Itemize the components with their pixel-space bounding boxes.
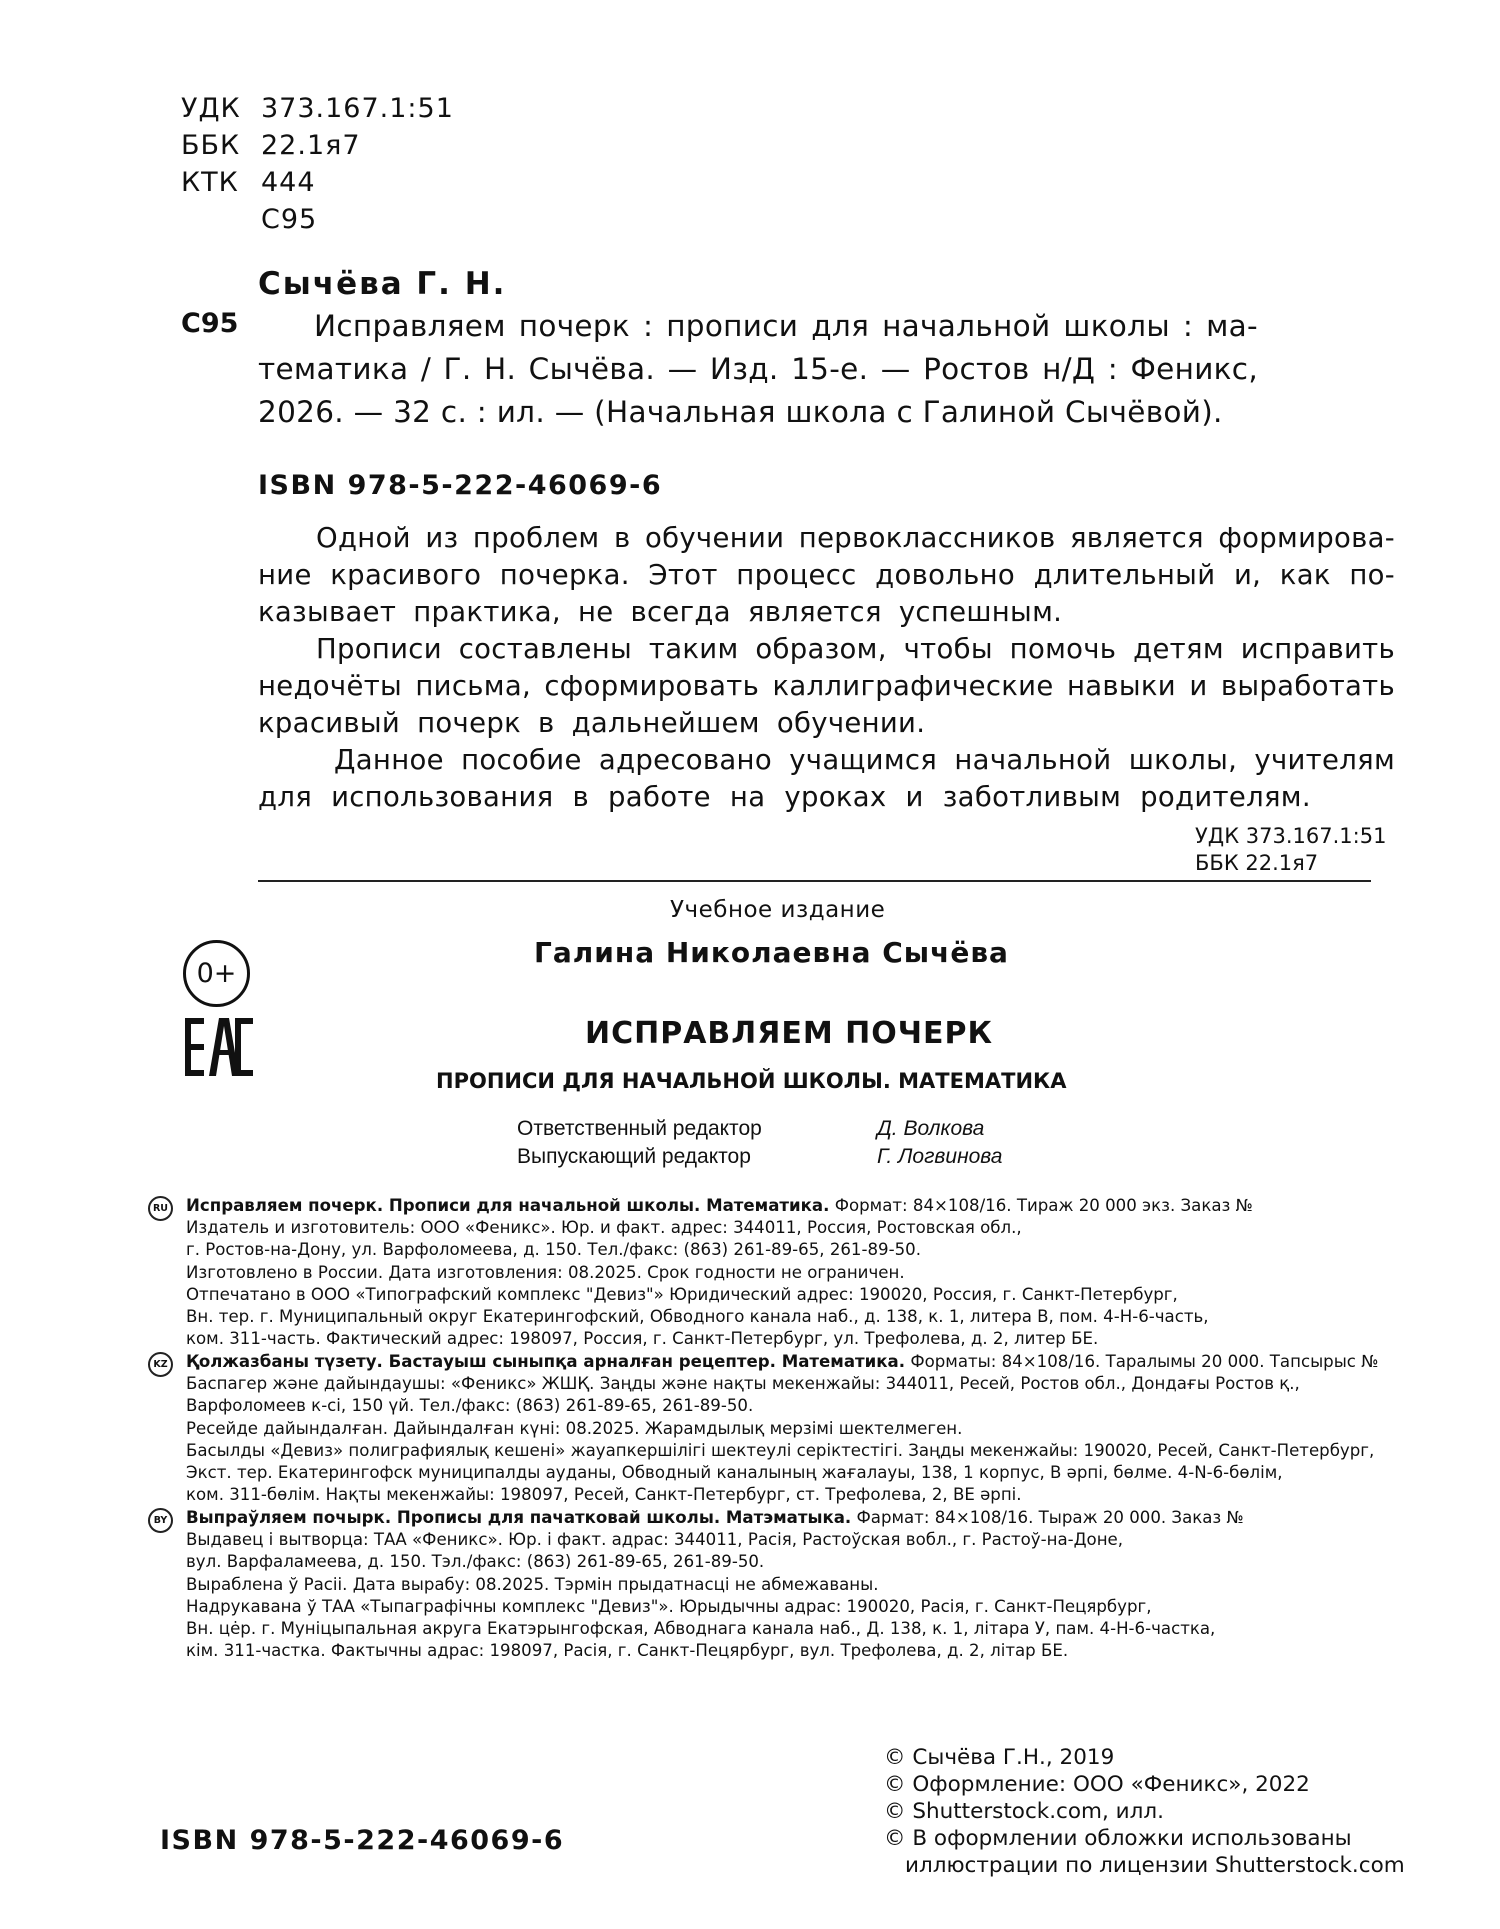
- biblio-line: Исправляем почерк : прописи для начальной школы : ма-: [314, 309, 1258, 343]
- imprint-line: Экст. тер. Екатерингофск муниципалды ауданы, Обводный каналының жағалауы, 138, 1 корпус, В әрпі, бөлме. 4-N-6-бөлім,: [186, 1463, 1283, 1483]
- imprint-kz-head-line: [186, 1351, 1378, 1373]
- biblio-line: тематика / Г. Н. Сычёва. — Изд. 15-е. — Ростов н/Д : Феникс,: [258, 352, 1258, 386]
- imprint-line: ком. 311-часть. Фактический адрес: 198097, Россия, г. Санкт-Петербург, ул. Трефолева, д. 2, литер БЕ.: [186, 1329, 1099, 1349]
- imprint-by-head-line: [186, 1507, 1244, 1529]
- imprint-by-head: Выпраўляем почырк. Прописы для пачатковай школы. Матэматыка.: [186, 1508, 852, 1527]
- imprint-by-head-rest: Фармат: 84×108/16. Тыраж 20 000. Заказ №: [851, 1508, 1244, 1527]
- isbn-bottom: ISBN 978-5-222-46069-6: [160, 1825, 565, 1856]
- kz-language-icon: KZ: [148, 1352, 173, 1377]
- biblio-mark: С95: [181, 308, 239, 339]
- imprint-line: Отпечатано в ООО «Типографский комплекс "Девиз"» Юридический адрес: 190020, Россия, г. Санкт-Петербург,: [186, 1284, 1178, 1304]
- bbk-value: 22.1я7: [261, 130, 361, 161]
- edition-subtitle: ПРОПИСИ ДЛЯ НАЧАЛЬНОЙ ШКОЛЫ. МАТЕМАТИКА: [436, 1069, 1067, 1093]
- copyright-line: © Shutterstock.com, илл.: [884, 1799, 1164, 1824]
- author-mark-row: [181, 201, 454, 238]
- ktk-value: 444: [261, 167, 316, 198]
- author-mark: С95: [261, 204, 318, 235]
- udk-label: УДК: [181, 93, 241, 124]
- editor-role: Ответственный редактор: [517, 1117, 762, 1140]
- imprint-ru-head-line: [186, 1195, 1253, 1217]
- ru-language-icon: RU: [148, 1196, 173, 1221]
- copyright-line: © Оформление: ООО «Феникс», 2022: [884, 1772, 1310, 1797]
- annotation-line: для использования в работе на уроках и заботливым родителям.: [258, 781, 1311, 813]
- annotation-line: Данное пособие адресовано учащимся начальной школы, учителям: [334, 744, 1395, 776]
- annotation-udk: УДК 373.167.1:51: [1195, 824, 1387, 848]
- imprint-line: Выдавец і вытворца: ТАА «Феникс». Юр. і факт. адрас: 344011, Расія, Растоўская вобл., г. Растоў-на-Доне,: [186, 1530, 1124, 1550]
- imprint-line: Басылды «Девиз» полиграфиялық кешені» жауапкершілігі шектеулі серіктестігі. Заңды мекенжайы: 190020, Ресей, Санкт-Петербург,: [186, 1440, 1375, 1460]
- imprint-ru-head: Исправляем почерк. Прописи для начальной школы. Математика.: [186, 1196, 830, 1215]
- imprint-kz-head-rest: Форматы: 84×108/16. Таралымы 20 000. Тапсырыс №: [905, 1352, 1379, 1371]
- age-mark-label: 0+: [196, 958, 237, 989]
- imprint-line: ком. 311-бөлім. Нақты мекенжайы: 198097, Ресей, Санкт-Петербург, ст. Трефолева, 2, ВЕ әрпі.: [186, 1485, 1022, 1505]
- udk-value: 373.167.1:51: [261, 93, 454, 124]
- annotation-line: недочёты письма, сформировать каллиграфические навыки и выработать: [258, 670, 1395, 702]
- eac-mark-icon: [185, 1018, 253, 1076]
- imprint-line: Надрукавана ў ТАА «Тыпаграфічны комплекс "Девиз"». Юрыдычны адрас: 190020, Расія, г. Санкт-Пецярбург,: [186, 1596, 1152, 1616]
- imprint-ru-head-rest: Формат: 84×108/16. Тираж 20 000 экз. Заказ №: [829, 1196, 1253, 1215]
- age-mark: [183, 940, 250, 1007]
- copyright-line: © Сычёва Г.Н., 2019: [884, 1745, 1115, 1770]
- biblio-isbn: ISBN 978-5-222-46069-6: [258, 470, 663, 501]
- release-name: Г. Логвинова: [877, 1145, 1003, 1168]
- imprint-ru: [186, 1195, 1253, 1350]
- imprint-line: Издатель и изготовитель: ООО «Феникс». Юр. и факт. адрес: 344011, Россия, Ростовская обл.,: [186, 1218, 1022, 1238]
- imprint-line: Изготовлено в России. Дата изготовления: 08.2025. Срок годности не ограничен.: [186, 1262, 905, 1282]
- copyright-line: © В оформлении обложки использованы: [884, 1826, 1352, 1851]
- edition-title: ИСПРАВЛЯЕМ ПОЧЕРК: [585, 1016, 993, 1051]
- copyright-line: иллюстрации по лицензии Shutterstock.com: [905, 1853, 1405, 1878]
- by-language-icon: BY: [148, 1508, 173, 1533]
- imprint-line: кім. 311-частка. Фактычны адрас: 198097, Расія, г. Санкт-Пецярбург, вул. Трефолева, д. 2, літар БЕ.: [186, 1641, 1069, 1661]
- imprint-by: [186, 1507, 1244, 1662]
- imprint-line: Варфоломеев к-сі, 150 үй. Тел./факс: (863) 261-89-65, 261-89-50.: [186, 1396, 754, 1416]
- annotation-bbk: ББК 22.1я7: [1195, 851, 1319, 875]
- biblio-author: Сычёва Г. Н.: [258, 266, 507, 302]
- edition-type: Учебное издание: [670, 897, 886, 923]
- imprint-line: Вн. цėр. г. Муніцыпальная акруга Екатэрынгофская, Абводнага канала наб., Д. 138, к. 1, літара У, пам. 4-Н-6-часткa,: [186, 1619, 1216, 1639]
- annotation-line: ние красивого почерка. Этот процесс довольно длительный и, как по-: [258, 559, 1395, 591]
- ktk-label: КТК: [181, 167, 239, 198]
- imprint-line: Баспагер және дайындаушы: «Феникс» ЖШҚ. Заңды және нақты мекенжайы: 344011, Ресей, Ростов обл., Дондағы Ростов қ.,: [186, 1374, 1300, 1394]
- imprint-kz: [186, 1351, 1378, 1506]
- imprint-line: Ресейде дайындалған. Дайындалған күні: 08.2025. Жарамдылық мерзімі шектелмеген.: [186, 1418, 963, 1438]
- biblio-description: [258, 305, 1258, 434]
- bbk-label: ББК: [181, 130, 241, 161]
- release-role: Выпускающий редактор: [517, 1145, 751, 1168]
- ktk-row: [181, 164, 454, 201]
- copyright-block: [884, 1744, 1405, 1879]
- biblio-line: 2026. — 32 с. : ил. — (Начальная школа с Галиной Сычёвой).: [258, 395, 1223, 429]
- classification-block: [181, 90, 454, 238]
- imprint-line: Вн. тер. г. Муниципальный округ Екатерингофский, Обводного канала наб., д. 138, к. 1, литера В, пом. 4-Н-6-часть,: [186, 1307, 1209, 1327]
- imprint-line: г. Ростов-на-Дону, ул. Варфоломеева, д. 150. Тел./факс: (863) 261-89-65, 261-89-50.: [186, 1240, 921, 1260]
- divider-line: [258, 880, 1371, 882]
- bbk-row: [181, 127, 454, 164]
- editor-name: Д. Волкова: [877, 1117, 985, 1140]
- annotation-line: Одной из проблем в обучении первоклассников является формирова-: [316, 522, 1395, 554]
- edition-author: Галина Николаевна Сычёва: [534, 936, 1009, 969]
- annotation-line: Прописи составлены таким образом, чтобы помочь детям исправить: [316, 633, 1395, 665]
- annotation-line: красивый почерк в дальнейшем обучении.: [258, 707, 926, 739]
- imprint-line: Выраблена ў Расіі. Дата вырабу: 08.2025. Тэрмін прыдатнасці не абмежаваны.: [186, 1574, 879, 1594]
- annotation-line: казывает практика, не всегда является успешным.: [258, 596, 1063, 628]
- annotation: [258, 520, 1395, 816]
- imprint-kz-head: Қолжазбаны түзету. Бастауыш сыныпқа арналған рецептер. Математика.: [186, 1352, 906, 1371]
- udk-row: [181, 90, 454, 127]
- imprint-line: вул. Варфаламеева, д. 150. Тэл./факс: (863) 261-89-65, 261-89-50.: [186, 1552, 765, 1572]
